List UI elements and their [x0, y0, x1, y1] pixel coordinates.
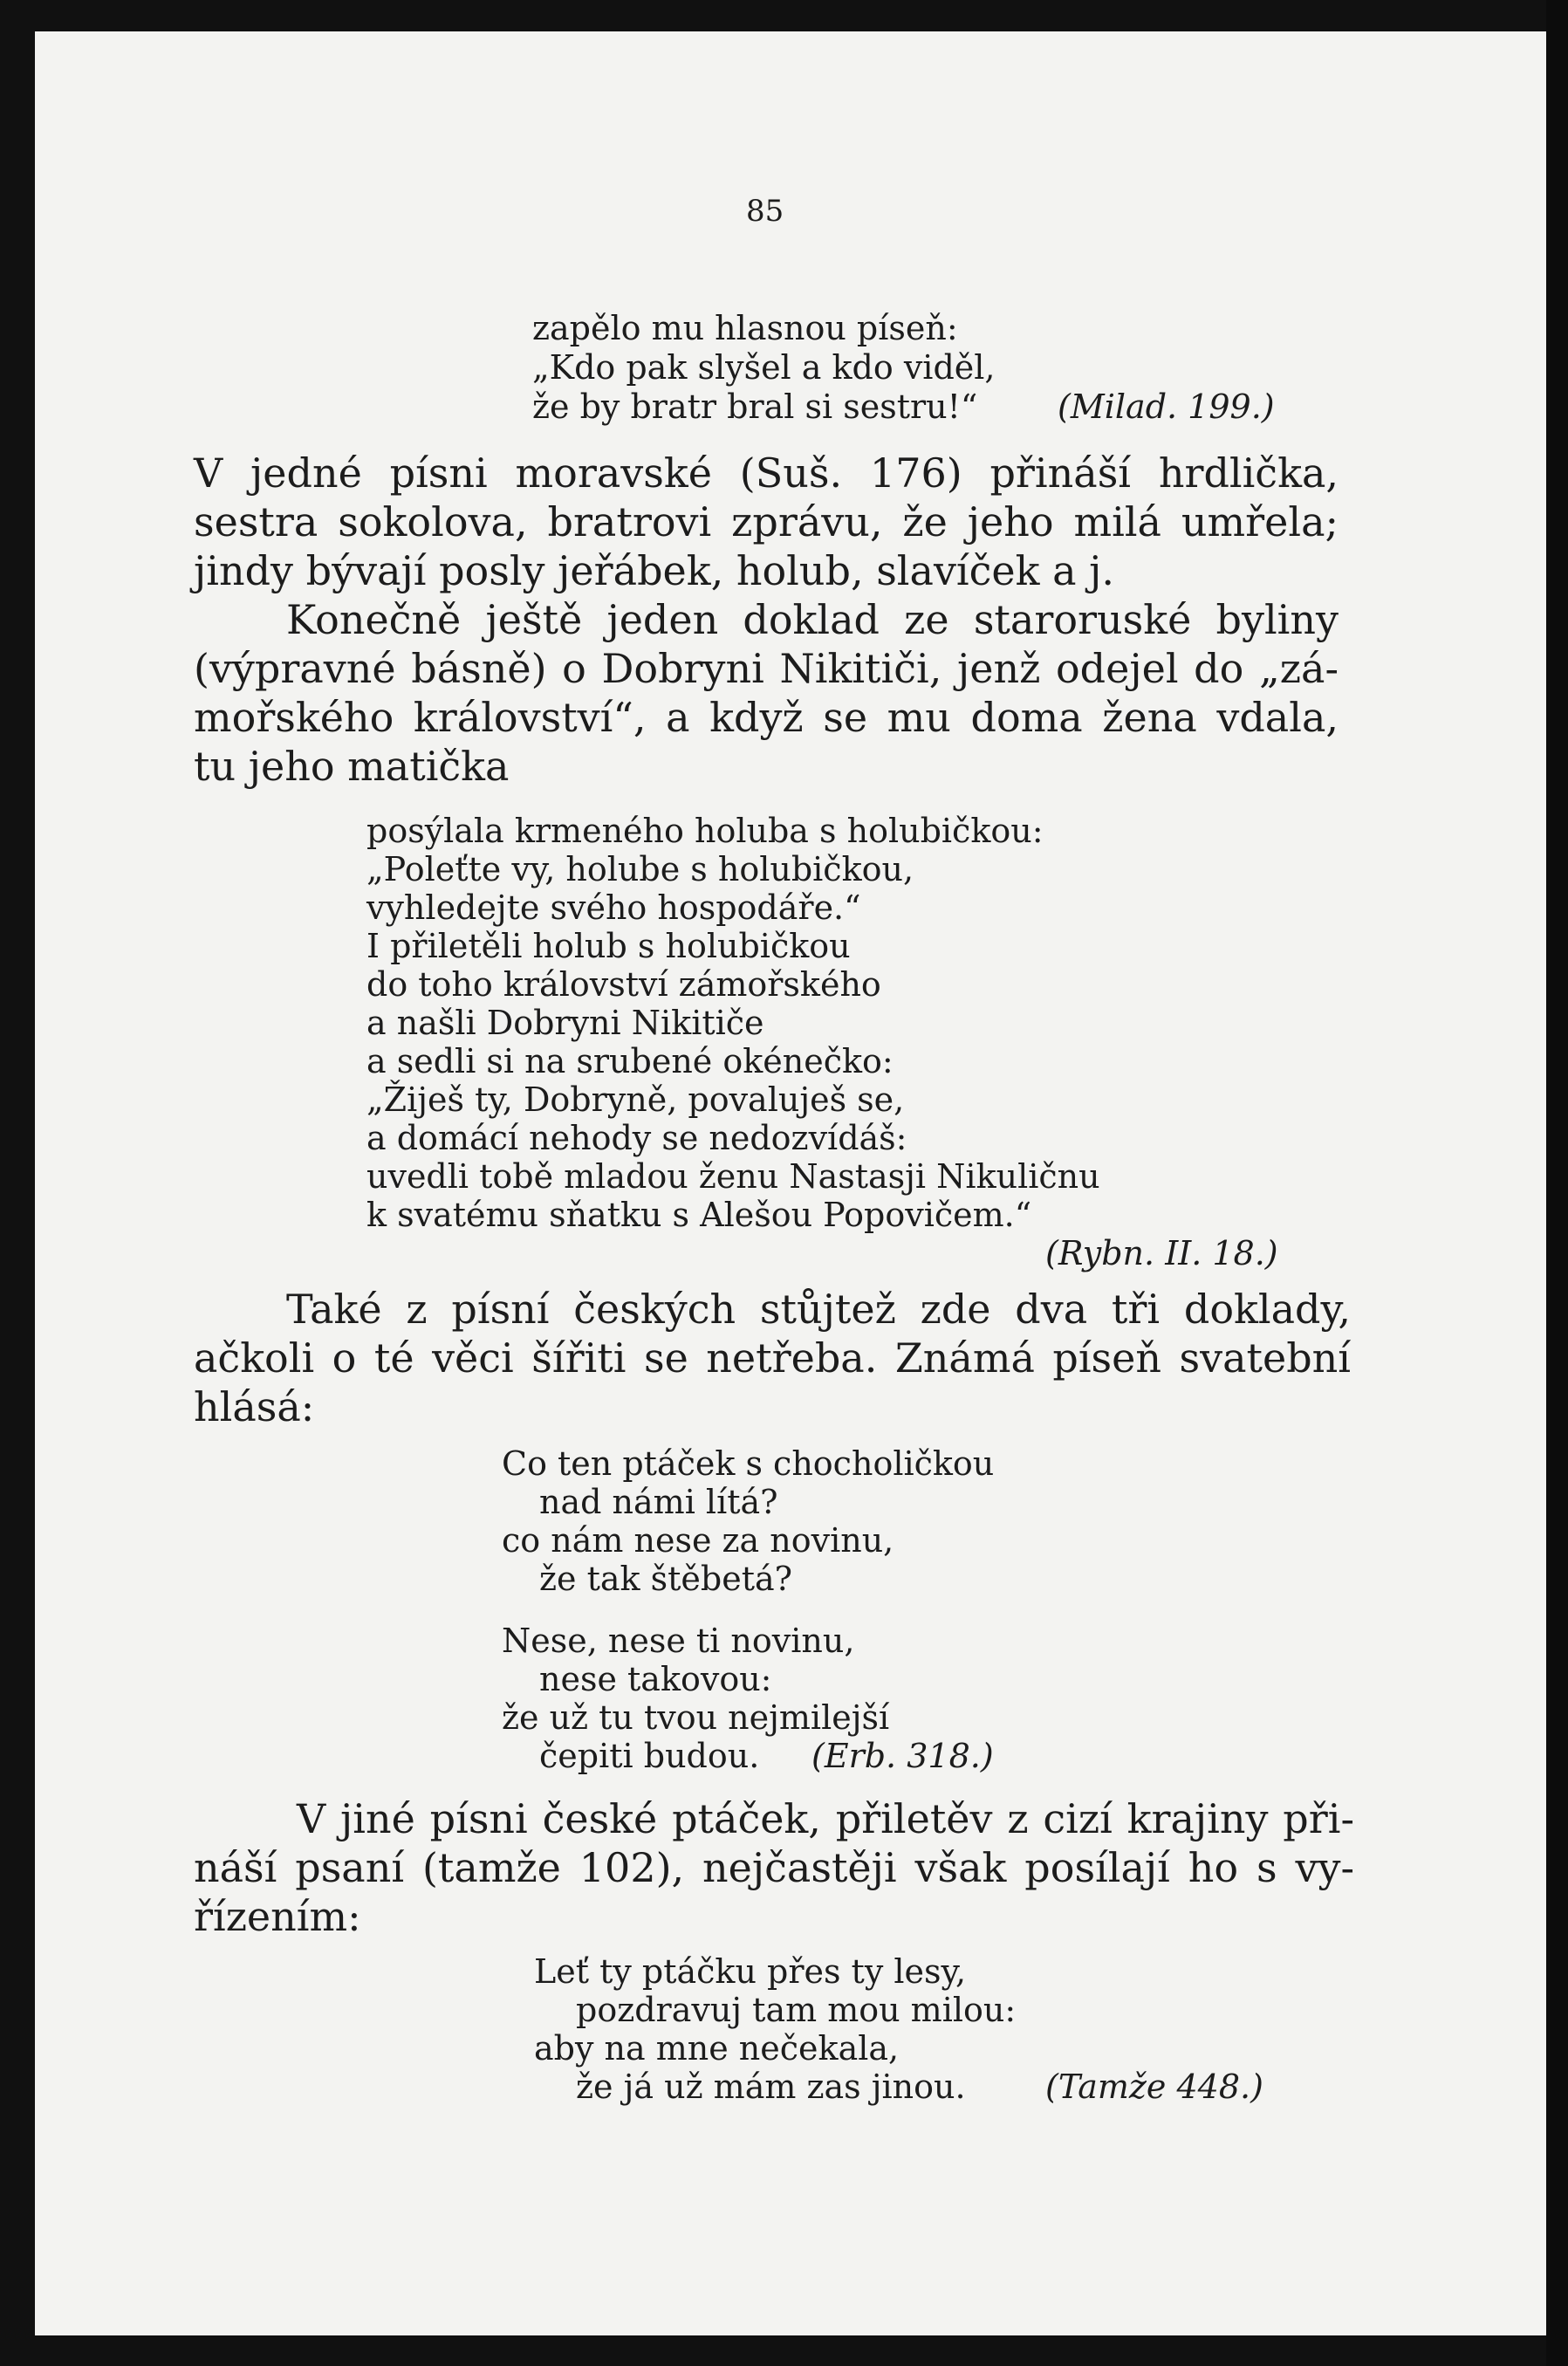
- paragraph-line: jindy bývají posly jeřábek, holub, slavíček a j.: [194, 547, 1115, 594]
- verse-line: že tak štěbetá?: [539, 1560, 792, 1598]
- verse-line: posýlala krmeného holuba s holubičkou:: [366, 812, 1044, 850]
- paragraph-line: (výpravné básně) o Dobryni Nikitiči, jenž odejel do „zá-: [194, 645, 1339, 692]
- citation: (Tamže 448.): [1045, 2068, 1263, 2106]
- paragraph-line: V jedné písni moravské (Suš. 176) přináší hrdlička,: [194, 449, 1339, 497]
- verse-line: do toho království zámořského: [366, 965, 881, 1004]
- verse-line: a sedli si na srubené okénečko:: [366, 1042, 894, 1080]
- paragraph-line: mořského království“, a když se mu doma žena vdala,: [194, 694, 1339, 741]
- verse-line: že já už mám zas jinou.: [576, 2068, 966, 2106]
- verse-line: zapělo mu hlasnou píseň:: [532, 309, 958, 347]
- citation: (Milad. 199.): [1058, 387, 1275, 426]
- page-number: 85: [746, 194, 784, 229]
- citation: (Rybn. II. 18.): [1045, 1234, 1278, 1272]
- paragraph-line: řízením:: [194, 1893, 361, 1940]
- verse-line: že by bratr bral si sestru!“: [532, 387, 978, 426]
- verse-line: „Kdo pak slyšel a kdo viděl,: [532, 348, 996, 387]
- verse-line: Co ten ptáček s chocholičkou: [502, 1444, 995, 1483]
- verse-line: uvedli tobě mladou ženu Nastasji Nikuličnu: [366, 1157, 1100, 1196]
- paragraph-line: ačkoli o té věci šířiti se netřeba. Známá píseň svatební: [194, 1334, 1351, 1382]
- verse-line: k svatému sňatku s Alešou Popovičem.“: [366, 1196, 1032, 1234]
- verse-line: I přiletěli holub s holubičkou: [366, 927, 851, 965]
- verse-line: Nese, nese ti novinu,: [502, 1622, 855, 1660]
- verse-line: Leť ty ptáčku přes ty lesy,: [534, 1952, 967, 1991]
- verse-line: že už tu tvou nejmilejší: [502, 1698, 890, 1737]
- verse-line: vyhledejte svého hospodáře.“: [366, 888, 861, 927]
- verse-line: co nám nese za novinu,: [502, 1521, 894, 1560]
- verse-line: a domácí nehody se nedozvídáš:: [366, 1119, 907, 1157]
- citation: (Erb. 318.): [811, 1737, 994, 1775]
- verse-line: pozdravuj tam mou milou:: [576, 1991, 1017, 2029]
- scan-border: [1546, 0, 1568, 2366]
- paragraph-line: sestra sokolova, bratrovi zprávu, že jeho milá umřela;: [194, 498, 1339, 545]
- verse-line: nese takovou:: [539, 1660, 772, 1698]
- verse-line: „Poleťte vy, holube s holubičkou,: [366, 850, 914, 888]
- paragraph-line: tu jeho matička: [194, 743, 510, 790]
- paragraph-line: Také z písní českých stůjtež zde dva tři doklady,: [286, 1286, 1351, 1333]
- verse-line: aby na mne nečekala,: [534, 2029, 900, 2068]
- verse-line: nad námi lítá?: [539, 1483, 778, 1521]
- paragraph-line: Konečně ještě jeden doklad ze staroruské byliny: [286, 596, 1339, 643]
- paragraph-line: V jiné písni české ptáček, přiletěv z cizí krajiny při-: [297, 1795, 1354, 1842]
- paragraph-line: náší psaní (tamže 102), nejčastěji však posílají ho s vy-: [194, 1844, 1354, 1891]
- verse-line: čepiti budou.: [539, 1737, 760, 1775]
- verse-line: „Žiješ ty, Dobryně, povaluješ se,: [366, 1080, 905, 1119]
- paragraph-line: hlásá:: [194, 1383, 315, 1430]
- verse-line: a našli Dobryni Nikitiče: [366, 1004, 764, 1042]
